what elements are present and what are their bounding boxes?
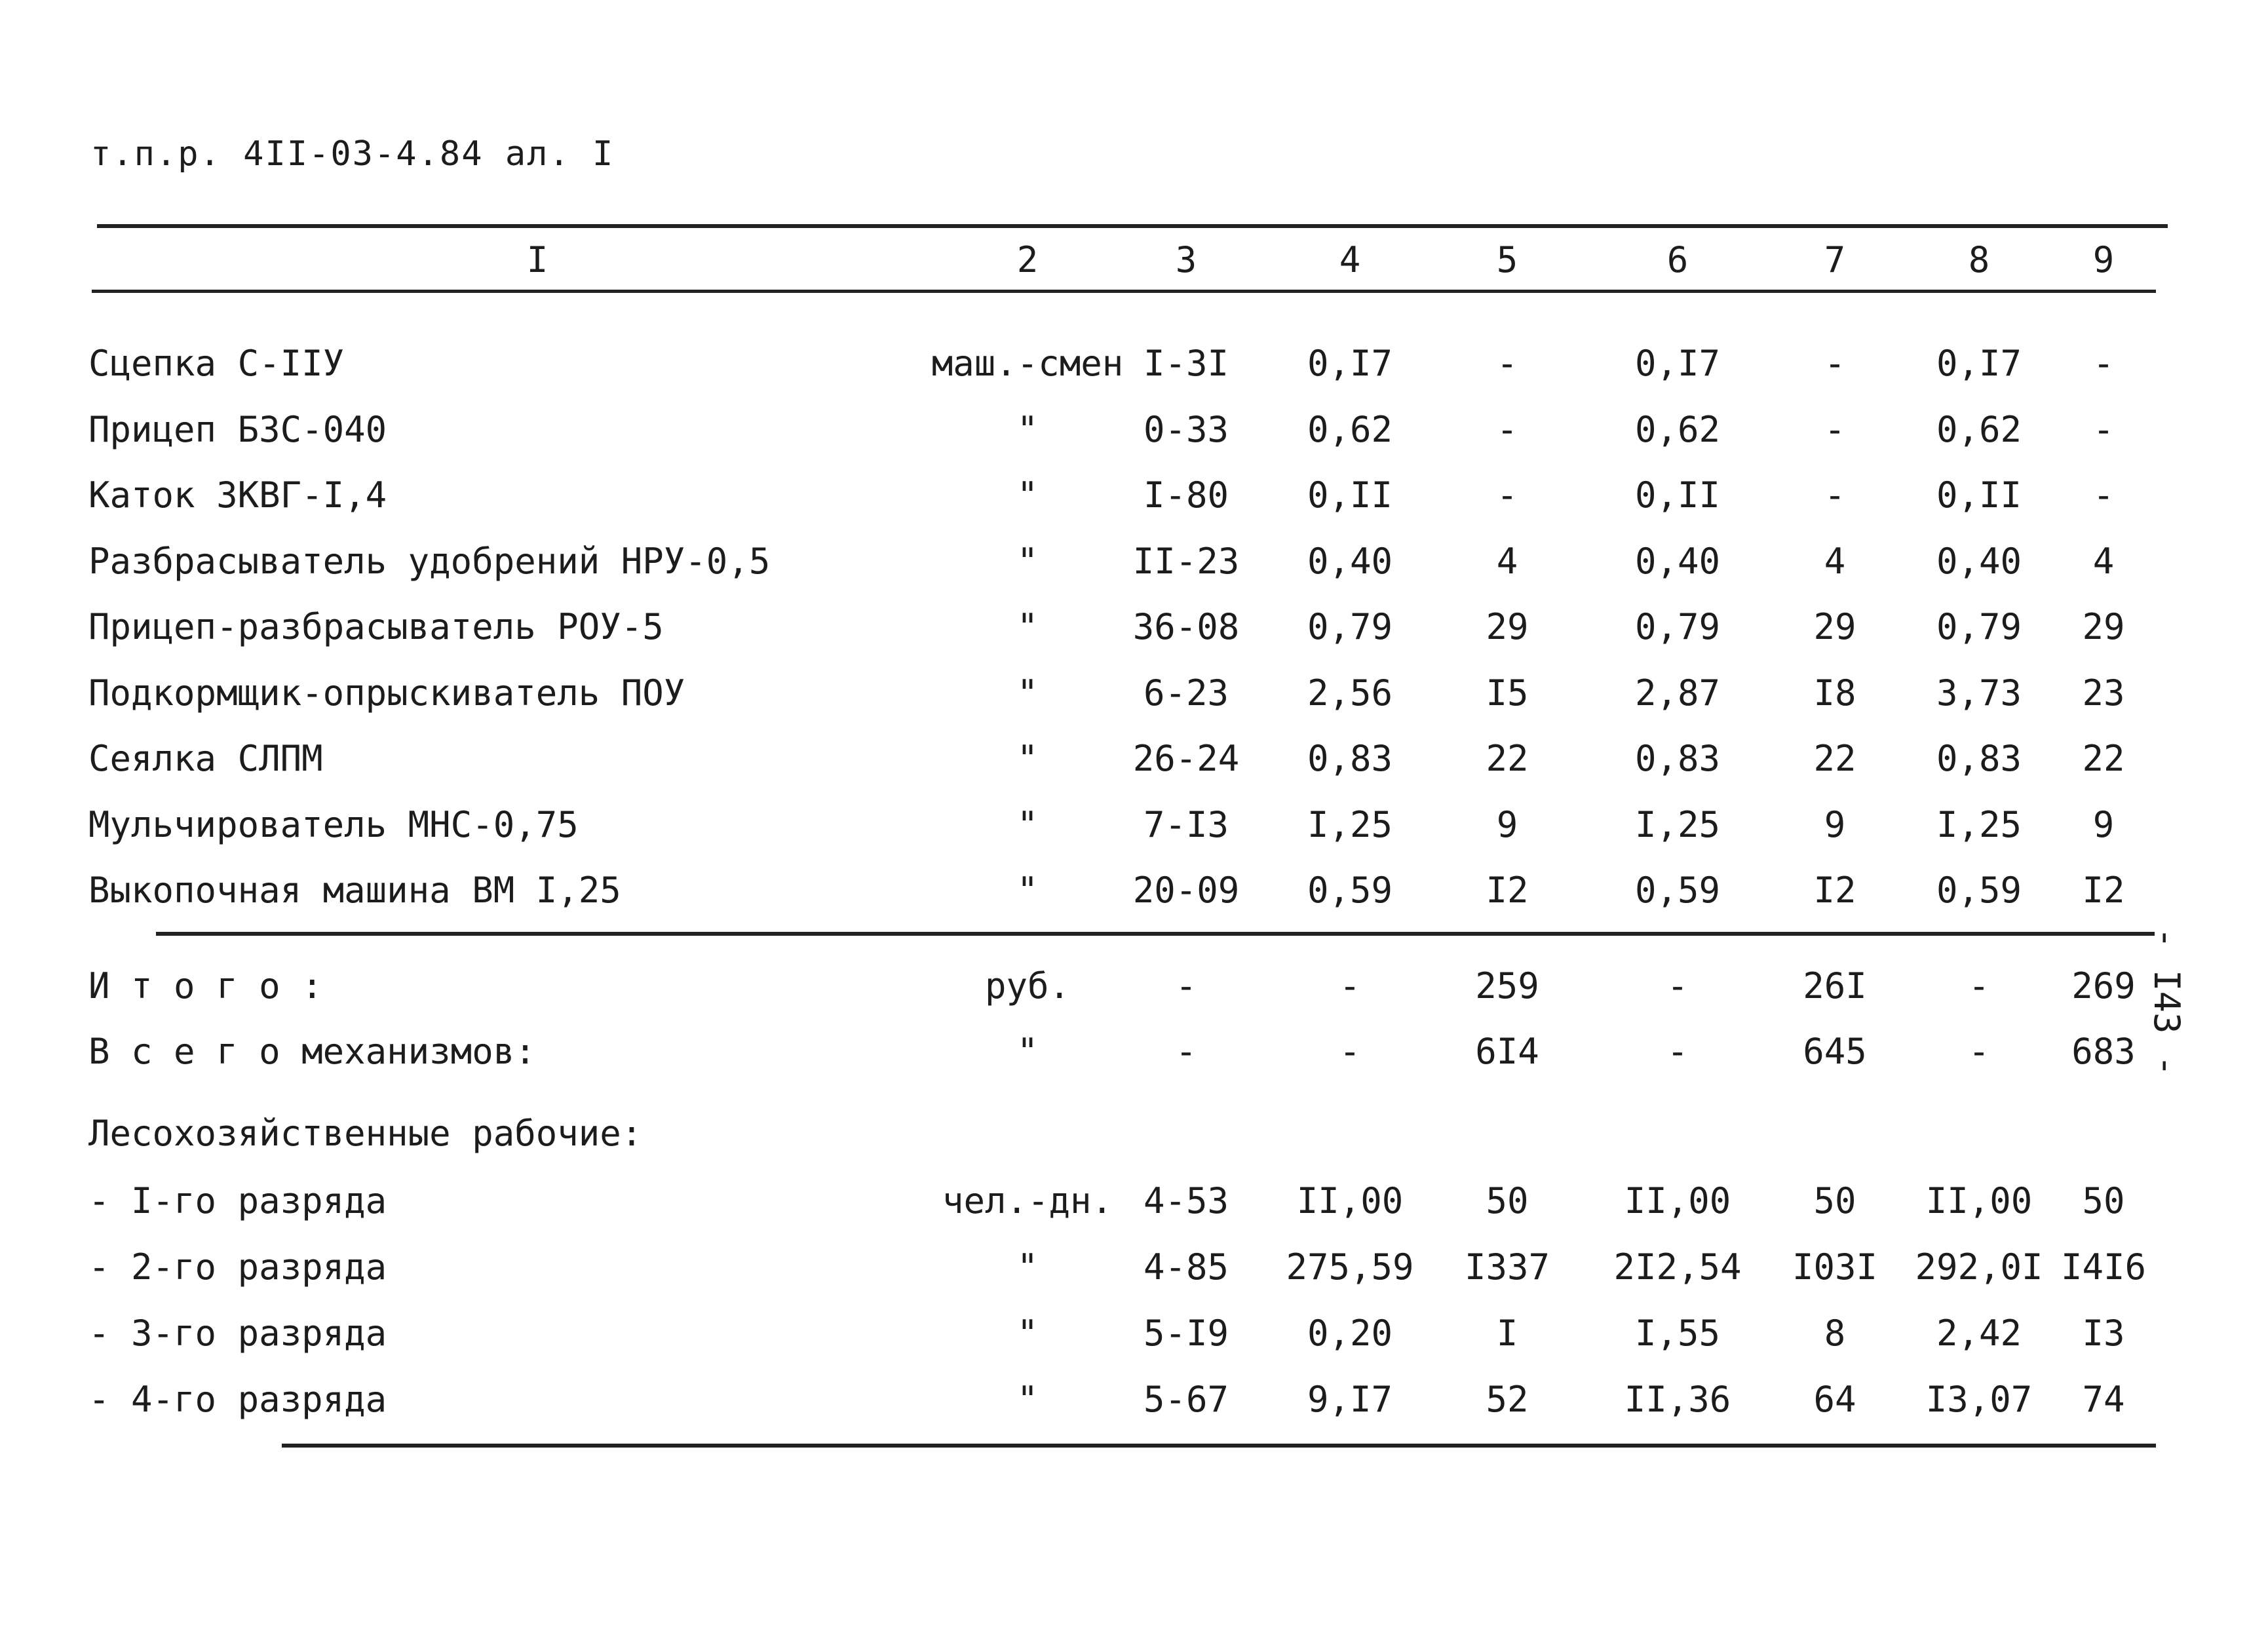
worker-row-c8: 2,42 bbox=[1936, 1313, 2022, 1354]
machine-row-c5: 22 bbox=[1486, 738, 1529, 779]
column-number-header: 7 bbox=[1824, 239, 1846, 280]
machine-row-c6: 0,59 bbox=[1634, 870, 1721, 911]
machine-row-code: 6-23 bbox=[1143, 672, 1229, 714]
machine-row-name: Мульчирователь МНС-0,75 bbox=[88, 803, 579, 845]
machine-row-c4: 0,40 bbox=[1307, 540, 1393, 582]
machine-row-c9: 4 bbox=[2092, 540, 2115, 582]
machine-row-c6: 0,40 bbox=[1634, 540, 1721, 582]
machine-row-c5: 4 bbox=[1496, 540, 1518, 582]
machine-row-c9: 9 bbox=[2092, 803, 2115, 845]
worker-row-c7: 50 bbox=[1813, 1180, 1856, 1221]
machine-row-code: 7-I3 bbox=[1143, 803, 1229, 845]
total-row-c9: 683 bbox=[2071, 1031, 2136, 1072]
machine-row-c5: I5 bbox=[1486, 672, 1529, 714]
machine-row-c4: 0,62 bbox=[1307, 408, 1393, 450]
machine-row-code: 26-24 bbox=[1132, 738, 1240, 779]
machine-row-c8: 0,I7 bbox=[1936, 343, 2022, 384]
machine-row-c6: 2,87 bbox=[1634, 672, 1721, 714]
machine-row-unit: маш.-смен bbox=[931, 343, 1124, 384]
column-number-header: 4 bbox=[1339, 239, 1361, 280]
worker-row-c8: II,00 bbox=[1925, 1180, 2033, 1221]
machine-row-code: I-80 bbox=[1143, 474, 1229, 516]
machine-row-name: Каток ЗКВГ-I,4 bbox=[88, 474, 387, 516]
machine-row-c4: 0,59 bbox=[1307, 870, 1393, 911]
machine-row-c4: I,25 bbox=[1307, 803, 1393, 845]
machine-row-c7: 4 bbox=[1824, 540, 1846, 582]
machine-row-c7: - bbox=[1824, 474, 1846, 516]
machine-row-unit: " bbox=[1016, 870, 1039, 911]
column-number-header: 5 bbox=[1496, 239, 1518, 280]
machine-row-unit: " bbox=[1016, 540, 1039, 582]
worker-row-c6: II,00 bbox=[1624, 1180, 1731, 1221]
page-number: - I43 - bbox=[2146, 927, 2187, 1077]
machine-row-c6: 0,79 bbox=[1634, 606, 1721, 647]
machine-row-c7: I2 bbox=[1813, 870, 1856, 911]
machine-row-c5: I2 bbox=[1486, 870, 1529, 911]
table-top-rule bbox=[97, 224, 2168, 228]
total-row-c4: - bbox=[1339, 965, 1361, 1007]
column-number-header: 2 bbox=[1016, 239, 1039, 280]
machine-row-c6: 0,62 bbox=[1634, 408, 1721, 450]
machine-row-name: Разбрасыватель удобрений НРУ-0,5 bbox=[88, 540, 771, 582]
column-number-header: 3 bbox=[1175, 239, 1197, 280]
machine-row-c5: 9 bbox=[1496, 803, 1518, 845]
machine-row-c8: 0,II bbox=[1936, 474, 2022, 516]
total-row-unit: " bbox=[1016, 1031, 1039, 1072]
machine-row-c6: 0,I7 bbox=[1634, 343, 1721, 384]
machine-row-c4: 0,I7 bbox=[1307, 343, 1393, 384]
machine-row-c8: 3,73 bbox=[1936, 672, 2022, 714]
machine-row-c8: 0,59 bbox=[1936, 870, 2022, 911]
machine-row-code: II-23 bbox=[1132, 540, 1240, 582]
worker-row-c4: 275,59 bbox=[1286, 1246, 1414, 1288]
machine-row-name: Прицеп-разбрасыватель РОУ-5 bbox=[88, 606, 664, 647]
machine-row-c5: 29 bbox=[1486, 606, 1529, 647]
total-row-code: - bbox=[1175, 965, 1197, 1007]
worker-row-c8: I3,07 bbox=[1925, 1379, 2033, 1420]
machine-row-unit: " bbox=[1016, 672, 1039, 714]
total-row-c7: 645 bbox=[1803, 1031, 1867, 1072]
worker-row-c7: I03I bbox=[1792, 1246, 1878, 1288]
worker-row-c6: II,36 bbox=[1624, 1379, 1731, 1420]
total-row-c7: 26I bbox=[1803, 965, 1867, 1007]
machine-row-c8: 0,62 bbox=[1936, 408, 2022, 450]
machine-row-c9: I2 bbox=[2082, 870, 2125, 911]
worker-row-code: 4-53 bbox=[1143, 1180, 1229, 1221]
column-number-header: 9 bbox=[2092, 239, 2115, 280]
worker-row-c5: 52 bbox=[1486, 1379, 1529, 1420]
total-row-unit: руб. bbox=[984, 965, 1071, 1007]
worker-row-c8: 292,0I bbox=[1915, 1246, 2043, 1288]
worker-row-name: - 2-го разряда bbox=[88, 1246, 387, 1288]
worker-row-c5: 50 bbox=[1486, 1180, 1529, 1221]
machine-row-unit: " bbox=[1016, 606, 1039, 647]
total-row-name: И т о г о : bbox=[88, 965, 323, 1007]
machine-row-code: I-3I bbox=[1143, 343, 1229, 384]
total-row-c6: - bbox=[1666, 965, 1689, 1007]
machine-row-c8: I,25 bbox=[1936, 803, 2022, 845]
machine-row-c4: 0,79 bbox=[1307, 606, 1393, 647]
worker-row-name: - 3-го разряда bbox=[88, 1313, 387, 1354]
total-row-c5: 6I4 bbox=[1475, 1031, 1539, 1072]
machine-row-name: Выкопочная машина ВМ I,25 bbox=[88, 870, 621, 911]
machine-row-unit: " bbox=[1016, 803, 1039, 845]
machine-row-c7: - bbox=[1824, 408, 1846, 450]
machine-row-c5: - bbox=[1496, 343, 1518, 384]
machine-row-unit: " bbox=[1016, 738, 1039, 779]
machine-row-c9: 29 bbox=[2082, 606, 2125, 647]
worker-row-c4: 0,20 bbox=[1307, 1313, 1393, 1354]
machine-row-c9: 22 bbox=[2082, 738, 2125, 779]
machine-row-c7: - bbox=[1824, 343, 1846, 384]
worker-row-c9: 74 bbox=[2082, 1379, 2125, 1420]
machine-row-name: Сцепка С-IIУ bbox=[88, 343, 345, 384]
worker-row-c4: II,00 bbox=[1296, 1180, 1404, 1221]
machine-row-c7: I8 bbox=[1813, 672, 1856, 714]
machine-row-c8: 0,79 bbox=[1936, 606, 2022, 647]
document-reference: т.п.р. 4II-03-4.84 ал. I bbox=[90, 134, 615, 174]
worker-row-unit: чел.-дн. bbox=[942, 1180, 1113, 1221]
table-bottom-rule bbox=[282, 1444, 2156, 1448]
worker-row-unit: " bbox=[1016, 1379, 1039, 1420]
machine-row-name: Подкормщик-опрыскиватель ПОУ bbox=[88, 672, 685, 714]
machine-row-c4: 0,II bbox=[1307, 474, 1393, 516]
total-row-c8: - bbox=[1968, 1031, 1990, 1072]
worker-row-c7: 8 bbox=[1824, 1313, 1846, 1354]
header-bottom-rule bbox=[92, 290, 2156, 293]
column-number-header: 6 bbox=[1666, 239, 1689, 280]
machine-row-unit: " bbox=[1016, 474, 1039, 516]
worker-row-name: - I-го разряда bbox=[88, 1180, 387, 1221]
machine-row-c7: 9 bbox=[1824, 803, 1846, 845]
worker-row-c4: 9,I7 bbox=[1307, 1379, 1393, 1420]
worker-row-c6: I,55 bbox=[1634, 1313, 1721, 1354]
total-row-c4: - bbox=[1339, 1031, 1361, 1072]
machine-row-c9: - bbox=[2092, 343, 2115, 384]
worker-row-unit: " bbox=[1016, 1313, 1039, 1354]
worker-row-c7: 64 bbox=[1813, 1379, 1856, 1420]
machine-row-c5: - bbox=[1496, 474, 1518, 516]
machine-row-c8: 0,40 bbox=[1936, 540, 2022, 582]
worker-row-c5: I bbox=[1496, 1313, 1518, 1354]
machine-row-c5: - bbox=[1496, 408, 1518, 450]
worker-row-c9: I4I6 bbox=[2060, 1246, 2147, 1288]
machines-bottom-rule bbox=[156, 932, 2155, 936]
machine-row-c9: - bbox=[2092, 474, 2115, 516]
total-row-c9: 269 bbox=[2071, 965, 2136, 1007]
worker-row-c5: I337 bbox=[1464, 1246, 1550, 1288]
machine-row-name: Прицеп БЗС-040 bbox=[88, 408, 387, 450]
worker-row-c9: 50 bbox=[2082, 1180, 2125, 1221]
machine-row-name: Сеялка СЛПМ bbox=[88, 738, 323, 779]
machine-row-c8: 0,83 bbox=[1936, 738, 2022, 779]
worker-row-unit: " bbox=[1016, 1246, 1039, 1288]
column-number-header: I bbox=[526, 239, 548, 280]
machine-row-c6: 0,II bbox=[1634, 474, 1721, 516]
machine-row-code: 0-33 bbox=[1143, 408, 1229, 450]
machine-row-c9: - bbox=[2092, 408, 2115, 450]
machine-row-code: 20-09 bbox=[1132, 870, 1240, 911]
total-row-c5: 259 bbox=[1475, 965, 1539, 1007]
worker-row-code: 5-I9 bbox=[1143, 1313, 1229, 1354]
worker-row-name: - 4-го разряда bbox=[88, 1379, 387, 1420]
total-row-c6: - bbox=[1666, 1031, 1689, 1072]
total-row-c8: - bbox=[1968, 965, 1990, 1007]
worker-row-c9: I3 bbox=[2082, 1313, 2125, 1354]
machine-row-c9: 23 bbox=[2082, 672, 2125, 714]
machine-row-c7: 22 bbox=[1813, 738, 1856, 779]
worker-row-code: 4-85 bbox=[1143, 1246, 1229, 1288]
machine-row-unit: " bbox=[1016, 408, 1039, 450]
machine-row-c4: 0,83 bbox=[1307, 738, 1393, 779]
machine-row-code: 36-08 bbox=[1132, 606, 1240, 647]
machine-row-c4: 2,56 bbox=[1307, 672, 1393, 714]
total-row-name: В с е г о механизмов: bbox=[88, 1031, 536, 1072]
worker-row-c6: 2I2,54 bbox=[1613, 1246, 1742, 1288]
machine-row-c7: 29 bbox=[1813, 606, 1856, 647]
worker-row-code: 5-67 bbox=[1143, 1379, 1229, 1420]
workers-heading: Лесохозяйственные рабочие: bbox=[88, 1113, 643, 1154]
machine-row-c6: I,25 bbox=[1634, 803, 1721, 845]
machine-row-c6: 0,83 bbox=[1634, 738, 1721, 779]
total-row-code: - bbox=[1175, 1031, 1197, 1072]
column-number-header: 8 bbox=[1968, 239, 1990, 280]
